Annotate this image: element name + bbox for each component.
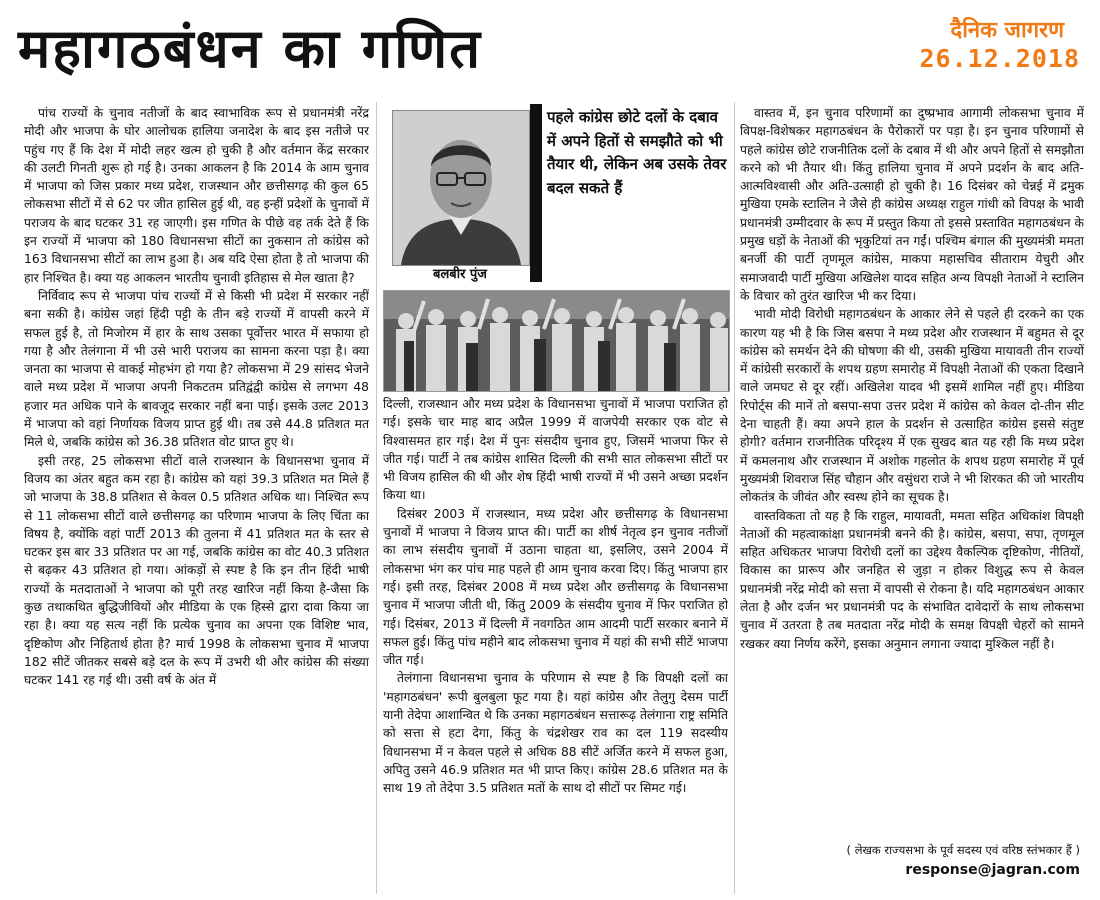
author-portrait-illustration [393,111,529,265]
author-portrait [392,110,530,266]
contact-email: response@jagran.com [905,862,1080,878]
paragraph: भावी मोदी विरोधी महागठबंधन के आकार लेने से पहले ही दरकने का एक कारण यह भी है कि जिस बसपा ने मध्य प्रदेश और राजस्थान में बहुमत से दूर कांग्रेस को समर्थन देने की घोषणा की थी, उसकी मुखिया मायावती तीन राज्यों में कांग्रेसी सरकारों के शपथ ग्रहण समारोह में विपक्षी नेताओं की एकता दिखाने वाले जमघट से दूर रहीं। अखिलेश यादव भी इसमें शामिल नहीं हुए। मीडिया रिपोर्ट्स की मानें तो बसपा-सपा उत्तर प्रदेश में कांग्रेस को केवल दो-तीन सीट देना चाहती हैं। क्या अपने हाल के प्रदर्शन से उत्साहित कांग्रेस इससे संतुष्ट होगी? वर्तमान राजनीतिक परिदृश्य में एक सुखद बात यह रही कि मध्य प्रदेश में कमलनाथ और राजस्थान में अशोक गहलोत के शपथ ग्रहण समारोह में पूर्व मुख्यमंत्री शिवराज सिंह चौहान और वसुंधरा राजे ने भी शिरकत की जो भारतीय लोकतंत्र के जीवंत और स्वस्थ होने का सूचक है। [740,307,1084,505]
pull-quote-bar [530,104,542,282]
paragraph: दिल्ली, राजस्थान और मध्य प्रदेश के विधानसभा चुनावों में भाजपा पराजित हो गई। इसके चार माह बाद अप्रैल 1999 में वाजपेयी सरकार एक वोट से विश्वासमत हार गई। देश में पुनः संसदीय चुनाव हुए, जिसमें भाजपा फिर से जीत गई। पार्टी ने तब कांग्रेस शासित दिल्ली की सभी सात लोकसभा सीटों पर भी विजय हासिल की थी और शेष हिंदी भाषी राज्यों में भी उसने अच्छा प्रदर्शन किया था। [383,397,728,503]
paragraph: दिसंबर 2003 में राजस्थान, मध्य प्रदेश और छत्तीसगढ़ के विधानसभा चुनावों में भाजपा ने विजय प्राप्त की। पार्टी का शीर्ष नेतृत्व इन चुनाव नतीजों का लाभ संसदीय चुनावों में उठाना चाहता था, इसलिए, उसने 2004 में लोकसभा भंग कर पांच माह पहले ही आम चुनाव करवा दिए। किंतु भाजपा हार गई। इसी तरह, दिसंबर 2008 में मध्य प्रदेश और छत्तीसगढ़ के विधानसभा चुनाव में भाजपा जीती थी, किंतु 2009 के संसदीय चुनाव में फिर पराजित हो गई। दिसंबर, 2013 में दिल्ली में नवगठित आम आदमी पार्टी सरकार बनाने में सफल हुई। किंतु पांच महीने बाद लोकसभा चुनाव में यहां की सभी सीटें भाजपा जीत गई। [383,506,728,668]
paragraph: वास्तव में, इन चुनाव परिणामों का दुष्प्रभाव आगामी लोकसभा चुनाव में विपक्ष-विशेषकर महागठबंधन के पैरोकारों पर पड़ा है। इन चुनाव परिणामों से पहले कांग्रेस छोटे राजनीतिक दलों के दबाव में थी और अपने हितों से समझौता करने को भी तैयार थी। किंतु हालिया चुनाव में अपने प्रदर्शन के बाद अति-आत्मविश्वासी और अति-उत्साही हो चुकी है। 16 दिसंबर को चेन्नई में द्रमुक मुखिया एमके स्टालिन ने जैसे ही कांग्रेस अध्यक्ष राहुल गांधी को विपक्ष के भावी प्रधानमंत्री उम्मीदवार के रूप में प्रस्तुत किया तो इससे प्रस्तावित महागठबंधन के प्रमुख धड़ों के नेताओं की भृकुटियां तन गईं। पश्चिम बंगाल की मुख्यमंत्री ममता बनर्जी की पार्टी तृणमूल कांग्रेस, माकपा महासचिव सीताराम येचुरी और समाजवादी पार्टी मुखिया अखिलेश यादव सहित अन्य विपक्षी नेताओं ने स्टालिन के विचार को तुरंत खारिज भी कर दिया। [740,106,1084,303]
newspaper-name: दैनिक जागरण [950,18,1064,43]
author-byline: ( लेखक राज्यसभा के पूर्व सदस्य एवं वरिष्ठ स्तंभकार हैं ) [846,843,1080,857]
news-photo [383,290,730,392]
pull-quote: पहले कांग्रेस छोटे दलों के दबाव में अपने हितों से समझौते को भी तैयार थी, लेकिन अब उसके तेवर बदल सकते हैं [547,108,727,197]
paragraph: पांच राज्यों के चुनाव नतीजों के बाद स्वाभाविक रूप से प्रधानमंत्री नरेंद्र मोदी और भाजपा के घोर आलोचक हालिया जनादेश के बाद इस नतीजे पर पहुंच गए हैं कि देश में मोदी लहर खत्म हो चुकी है और वर्तमान केंद्र सरकार की उलटी गिनती शुरू हो गई है। उनका आकलन है कि 2014 के आम चुनाव में भाजपा को जिस प्रकार मध्य प्रदेश, राजस्थान और छत्तीसगढ़ की कुल 65 लोकसभा सीटों में से 62 पर जीत हासिल हुई थी, वह इन्हीं प्रदेशों के चुनावों में पराजय के बाद घटकर 31 रह जाएगी। इस गणित के पीछे वह तर्क देते हैं कि इन राज्यों में भाजपा को 180 विधानसभा सीटों का नुकसान तो कांग्रेस को 163 विधानसभा सीटों का लाभ हुआ है। अब यदि ऐसा होता है तो भाजपा की हार निश्चित है। क्या यह आकलन भारतीय चुनावी इतिहास से मेल खाता है? [24,106,369,285]
paragraph: इसी तरह, 25 लोकसभा सीटों वाले राजस्थान के विधानसभा चुनाव में विजय का अंतर बहुत कम रहा है। कांग्रेस को यहां 39.3 प्रतिशत मत मिले हैं जो भाजपा के 38.8 प्रतिशत से केवल 0.5 प्रतिशत अधिक था। निश्चित रूप से 11 लोकसभा सीटों वाले छत्तीसगढ़ का परिणाम भाजपा के लिए चिंता का विषय है, क्योंकि वहां पार्टी 2013 की तुलना में 41 प्रतिशत मत के स्तर से घटकर इस बार 33 प्रतिशत पर आ गई, जबकि कांग्रेस का वोट 40.3 प्रतिशत से बढ़कर 43 प्रतिशत हो गया। आंकड़ों से स्पष्ट है कि इन तीन हिंदी भाषी राज्यों के मतदाताओं ने भाजपा को पूरी तरह खारिज नहीं किया है-जैसा कि कुछ तथाकथित बुद्धिजीवियों और मीडिया के एक हिस्से द्वारा दावा किया जा रहा है। क्या यह सत्य नहीं कि प्रत्येक चुनाव का अपना एक विशिष्ट भाव, दृष्टिकोण और निहितार्थ होता है? मार्च 1998 के लोकसभा चुनाव में भाजपा 182 सीटें जीतकर सबसे बड़े दल के रूप में उभरी थी और कांग्रेस की संख्या घटकर 141 रह गई थी। उसी वर्ष के अंत में [24,453,369,688]
publication-date: 26.12.2018 [919,44,1080,73]
paragraph: निर्विवाद रूप से भाजपा पांच राज्यों में से किसी भी प्रदेश में सरकार नहीं बना सकी है। कांग्रेस जहां हिंदी पट्टी के तीन बड़े राज्यों में वापसी करने में सफल हुई है, तो मिजोरम में हार के साथ उसका पूर्वोत्तर भारत में सफाया हो गया है और तेलंगाना में भी उसे भारी पराजय का सामना करना पड़ा है। क्या जनता का भाजपा से वाकई मोहभंग हो गया है? लोकसभा में 29 सांसद भेजने वाले मध्य प्रदेश में भाजपा अपनी निकटतम प्रतिद्वंद्वी कांग्रेस से लगभग 48 हजार मत अधिक पाने के बावजूद सरकार नहीं बना पाई। इसके उलट 2013 में भाजपा को वहां निर्णायक विजय प्राप्त हुई थी। तब उसे 44.8 प्रतिशत मत मिले थे, जबकि कांग्रेस को 36.38 प्रतिशत वोट प्राप्त हुए थे। [24,288,369,450]
article-column-1 [24,104,369,894]
author-name: बलबीर पुंज [433,267,487,282]
column-divider [376,102,377,894]
column-divider [734,102,735,894]
article-column-3 [740,104,1084,864]
paragraph: तेलंगाना विधानसभा चुनाव के परिणाम से स्पष्ट है कि विपक्षी दलों का 'महागठबंधन' रूपी बुलबुला फूट गया है। यहां कांग्रेस और तेलुगु देसम पार्टी यानी तेदेपा आशान्वित थे कि उनका महागठबंधन सत्तारूढ़ तेलंगाना राष्ट्र समिति को सत्ता से हटा देगा, किंतु के चंद्रशेखर राव का दल 119 सदस्यीय विधानसभा में न केवल पहले से अधिक 88 सीटें अर्जित करने में सफल हुआ, अपितु उसने 46.9 प्रतिशत मत भी प्राप्त किए। कांग्रेस 28.6 प्रतिशत मत के साथ 19 तो तेदेपा 3.5 प्रतिशत मतों के साथ दो सीटों पर सिमट गई। [383,671,728,796]
leaders-photo-illustration [384,291,729,391]
article-column-2 [383,395,728,892]
headline: महागठबंधन का गणित [18,17,483,80]
paragraph: वास्तविकता तो यह है कि राहुल, मायावती, ममता सहित अधिकांश विपक्षी नेताओं की महत्वाकांक्षा प्रधानमंत्री बनने की है। कांग्रेस, बसपा, सपा, तृणमूल सहित अधिकतर भाजपा विरोधी दलों का उद्देश्य वैकल्पिक दृष्टिकोण, नीतियों, विकास का प्रारूप और जनहित से जुड़ा न होकर विशुद्ध रूप से केवल प्रधानमंत्री नरेंद्र मोदी को सत्ता में वापसी से रोकना है। यदि महागठबंधन आकार लेता है और दर्जन भर प्रधानमंत्री पद के संभावित दावेदारों के साथ लोकसभा चुनाव में उतरता है तब मतदाता नरेंद्र मोदी के समक्ष विपक्षी चेहरों को सामने रखकर क्या निर्णय करेंगे, इसका अनुमान लगाना ज्यादा मुश्किल नहीं है। [740,508,1084,651]
